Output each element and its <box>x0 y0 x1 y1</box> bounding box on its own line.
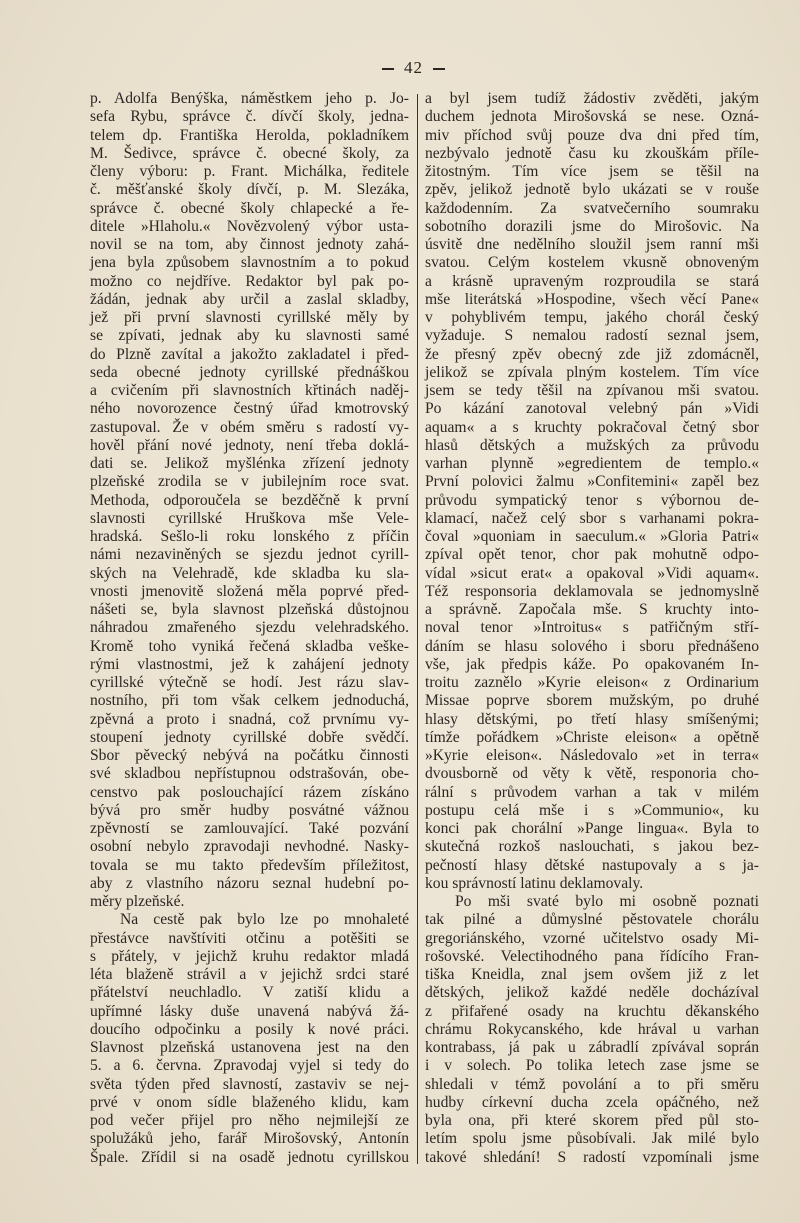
text-line: upřímné lásky duše unavená nabývá žá- <box>90 1002 409 1020</box>
text-line: zpěv, jelikož jednotě bylo ukázati se v rouše <box>425 181 759 199</box>
text-line: tovala se mu takto především příležitost, <box>90 856 409 874</box>
text-line: a byl jsem tudíž žádostiv zvěděti, jakým <box>425 90 759 107</box>
text-line: zastupoval. Že v obém směru s radostí vy- <box>90 418 409 436</box>
text-line: Kromě toho vyniká řečená skladba veške- <box>90 637 409 655</box>
text-line: sobotního dorazili jsme do Mirošovic. Na <box>425 217 759 235</box>
text-line: tiška Kneidla, znal jsem ovšem již z let <box>425 966 759 983</box>
text-line: seda obecné jednoty cyrillské přednáškou <box>90 363 409 381</box>
text-line: hudby církevní ducha zcela opáčného, než <box>425 1093 759 1111</box>
text-line: stoupení jednoty cyrillské dobře svědčí. <box>90 728 409 746</box>
text-line: p. Adolfa Benýška, náměstkem jeho p. Jo- <box>90 90 409 107</box>
text-line: Po mši svaté bylo mi osobně poznati <box>455 893 759 910</box>
text-line: kontrabass, já pak u zábradlí zpívával soprán <box>425 1039 759 1056</box>
text-line: náhradou zmařeného sjezdu velehradského. <box>90 619 409 637</box>
text-line: členy výboru: p. Frant. Michálka, ředitele <box>90 163 409 180</box>
text-line: jsem se tedy těšil na zpívanou mši svatou. <box>425 382 759 399</box>
text-line: jelikož se zpívala plným kostelem. Tím více <box>425 363 759 381</box>
text-line: telem dp. Františka Herolda, pokladníkem <box>90 126 409 144</box>
text-line: ských na Velehradě, kde skladba ku sla- <box>90 564 409 582</box>
text-line: jena byla způsobem slavnostním a to pokud <box>90 254 409 272</box>
text-line: kou správností latinu deklamovaly. <box>425 874 644 892</box>
text-line: hradská. Sešlo-li roku lonského z příčin <box>90 528 409 545</box>
text-line: že přesný zpěv obecný zde již zdomácněl, <box>425 345 759 363</box>
text-line: vnosti jmenovitě složená měla poprvé před- <box>90 582 409 600</box>
text-line: troitu zaznělo »Kyrie eleison« z Ordinarium <box>425 674 759 691</box>
text-line: M. Šedivce, správce č. obecné školy, za <box>90 144 409 162</box>
text-line: Methoda, odporoučela se bezděčně k první <box>90 491 409 509</box>
text-line: osobní nebylo zpravodaji nevhodné. Nasky- <box>90 838 409 856</box>
text-line: každodenním. Za svatvečerního soumraku <box>425 199 759 217</box>
left-column <box>90 90 409 1167</box>
text-line: noval tenor »Introitus« s patřičným stří- <box>425 619 759 637</box>
text-line: rými vlastnostmi, jež k zahájení jednoty <box>90 655 409 673</box>
text-line: zpíval opět tenor, chor pak mohutně odpo- <box>425 546 759 564</box>
text-line: správce č. obecné školy chlapecké a ře- <box>90 199 409 217</box>
text-line: 5. a 6. června. Zpravodaj vyjel si tedy do <box>90 1057 409 1075</box>
text-line: miv příchod svůj pouze dva dni před tím, <box>425 126 759 144</box>
text-line: shledali v témž povolání a to při směru <box>425 1075 759 1093</box>
text-line: v pohyblivém tempu, jakého chorál český <box>425 309 759 326</box>
text-line: doucího odpočinku a posily k nové práci. <box>90 1020 409 1038</box>
text-line: č. měšťanské školy dívčí, p. M. Slezáka, <box>90 181 409 199</box>
text-line: dáním se hlasu solového i sboru přednášeno <box>425 637 759 655</box>
text-line: plzeňské zrodila se v jubilejním roce svat. <box>90 473 409 491</box>
text-line: mše literátská »Hospodine, všech věcí Pane« <box>425 290 759 308</box>
text-line: Špale. Zřídil si na osadě jednotu cyrillskou <box>90 1148 409 1166</box>
text-line: skutečná rozkoš naslouchati, s jakou bez- <box>425 838 759 856</box>
text-line: varhan plynně »egredientem de templo.« <box>425 455 759 472</box>
text-line: se zpívati, jednak aby ku slavnosti samé <box>90 327 409 345</box>
right-column <box>425 90 759 1167</box>
text-line: pod večer přijel pro něho nejmilejší ze <box>90 1112 409 1129</box>
text-line: dati se. Jelikož myšlénka zřízení jednoty <box>90 455 409 472</box>
text-line: chrámu Rokycanského, kde hrával u varhan <box>425 1020 759 1038</box>
text-line: byla ona, při které skorem před půl sto- <box>425 1112 759 1129</box>
text-line: Sbor pěvecký nebývá na počátku činnosti <box>90 747 409 764</box>
text-line: ného novorozence čestný úřad kmotrovský <box>90 400 409 418</box>
text-line: zpěvná a proto i snadná, což prvnímu vy- <box>90 710 409 728</box>
text-line: rošovské. Velectihodného pana řídícího Fran- <box>425 947 759 965</box>
text-line: tímže pořádkem »Christe eleison« a opětně <box>425 728 759 746</box>
text-line: Slavnost plzeňská ustanovena jest na den <box>90 1039 409 1056</box>
text-line: svatou. Celým kostelem vkusně obnoveným <box>425 254 759 272</box>
column-divider <box>417 94 418 1164</box>
text-line: žitostným. Tím více jsem se těšil na <box>425 163 759 180</box>
text-line: s přátely, v jejichž kruhu redaktor mladá <box>90 947 409 965</box>
text-line: měry plzeňské. <box>90 893 185 910</box>
text-line: aquam« a s kruchty pokračoval četný sbor <box>425 418 759 436</box>
text-line: Missae poprve sborem mužským, po druhé <box>425 692 759 710</box>
text-line: Též responsoria deklamovala se jednomyslně <box>425 582 759 600</box>
text-line: dvousborně od věty k větě, responoria cho- <box>425 765 759 783</box>
text-line: hověl přání nové jednoty, není třeba doklá- <box>90 436 409 454</box>
text-line: nášeti se, byla slavnost plzeňská důstojnou <box>90 601 409 618</box>
text-line: ditele »Hlaholu.« Novězvolený výbor usta- <box>90 217 409 235</box>
text-line: aby z vlastního názoru seznal hudební po- <box>90 874 409 892</box>
text-line: a krásně upraveným rozproudila se stará <box>425 272 759 290</box>
text-line: letím spolu jsme působívali. Jak milé bylo <box>425 1130 759 1148</box>
text-line: své skladbou nepřístupnou odstrašován, obe- <box>90 765 409 783</box>
text-line: vše, jak předpis káže. Po opakovaném In- <box>425 655 759 673</box>
page-number <box>372 58 455 78</box>
text-line: pečností hlasy dětské nastupovaly a s ja- <box>425 856 759 874</box>
text-line: a správně. Započala mše. S kruchty into- <box>425 601 759 618</box>
text-line: a cvičením při slavnostních křtinách naděj- <box>90 382 409 399</box>
text-line: možno co nejdříve. Redaktor byl pak po- <box>90 272 409 290</box>
text-line: bývá pro směr hudby posvátné vážnou <box>90 801 409 819</box>
text-line: i v solech. Po tolika letech zase jsme se <box>425 1057 759 1075</box>
text-line: Po kázání zanotoval velebný pán »Vidi <box>425 400 759 418</box>
text-line: přestávce navštíviti otčinu a potěšiti se <box>90 929 409 947</box>
text-line: nostního, při tom však celkem jednoduchá, <box>90 692 409 710</box>
text-line: tak pilné a důmyslné pěstovatele chorálu <box>425 911 759 929</box>
text-line: hlasů dětských a mužských za průvodu <box>425 436 759 454</box>
text-line: z přifařené osady na kruchtu děkanského <box>425 1002 759 1020</box>
text-line: »Kyrie eleison«. Následovalo »et in terra« <box>425 747 759 764</box>
text-line: První polovici žalmu »Confitemini« zapěl bez <box>425 473 759 491</box>
dash-right <box>433 68 445 70</box>
text-line: novil se na tom, aby činnost jednoty zahá- <box>90 236 409 253</box>
text-line: léta blaženě strávil a v jejichž srdci staré <box>90 966 409 983</box>
text-line: hlasy dětskými, po třetí hlasy smíšenými; <box>425 710 759 728</box>
text-line: takové shledání! S radostí vzpomínali jsme <box>425 1148 759 1166</box>
text-line: konci pak chorální »Pange lingua«. Byla to <box>425 820 759 837</box>
text-line: cyrillské výtečně se hodí. Jest rázu slav- <box>90 674 409 691</box>
text-line: spolužáků jeho, farář Mirošovský, Antonín <box>90 1130 409 1148</box>
text-line: klamací, načež celý sbor s varhanami pokra- <box>425 509 759 527</box>
text-line: postupu celá mše i s »Communio«, ku <box>425 801 759 819</box>
text-line: zpěvností se zamlouvající. Také pozvání <box>90 820 409 837</box>
text-line: do Plzně zavítal a jakožto zakladatel i před- <box>90 345 409 363</box>
text-line: censtvo pak poslouchající rázem získáno <box>90 783 409 801</box>
text-line: Na cestě pak bylo lze po mnohaleté <box>120 911 409 929</box>
text-line: úsvitě dne nedělního sloužil jsem ranní mši <box>425 236 759 253</box>
text-line: přátelství neuchladlo. V zatiší klidu a <box>90 984 409 1002</box>
text-line: jež při první slavnosti cyrillské měly by <box>90 309 409 326</box>
text-line: dětských, jelikož každé neděle docházíval <box>425 984 759 1002</box>
text-line: sefa Rybu, správce č. dívčí školy, jedna- <box>90 108 409 126</box>
dash-left <box>382 68 394 70</box>
text-line: námi nezaviněných se sjezdu jednot cyrill- <box>90 546 409 564</box>
text-line: vyžaduje. S nemalou radostí seznal jsem, <box>425 327 759 345</box>
text-line: žádán, jednak aby určil a zaslal skladby, <box>90 290 409 308</box>
text-line: slavnosti cyrillské Hruškova mše Vele- <box>90 509 409 527</box>
text-line: světa týden před slavností, zastaviv se nej- <box>90 1075 409 1093</box>
text-line: nezbývalo jednotě času ku zkouškám příle- <box>425 144 759 162</box>
text-line: čoval »quoniam in saeculum.« »Gloria Patri« <box>425 528 759 545</box>
text-line: vídal »sicut erat« a opakoval »Vidi aquam«. <box>425 564 759 582</box>
page-number-value: 42 <box>404 58 423 77</box>
text-line: rální s průvodem varhan a tak v milém <box>425 783 759 801</box>
text-line: průvodu sympatický tenor s výbornou de- <box>425 491 759 509</box>
text-line: prvé v onom sídle blaženého klidu, kam <box>90 1093 409 1111</box>
text-line: gregoriánského, vzorné učitelstvo osady Mi- <box>425 929 759 947</box>
text-line: duchem jednota Mirošovská se nese. Ozná- <box>425 108 759 126</box>
